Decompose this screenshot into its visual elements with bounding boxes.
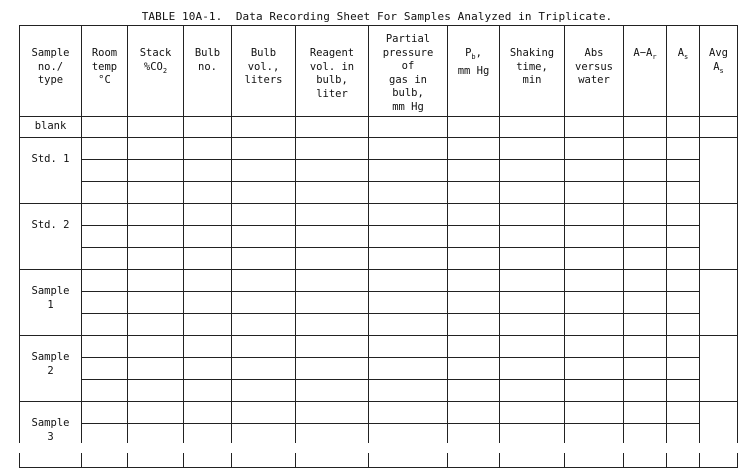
entry-cell[interactable] [700,117,738,138]
avg-entry-cell[interactable] [700,270,738,336]
entry-cell[interactable] [296,182,369,204]
header-text: Bulb [194,47,221,59]
entry-cell[interactable] [448,402,500,424]
entry-cell[interactable] [369,226,448,248]
entry-cell[interactable] [500,314,565,336]
entry-cell[interactable] [369,336,448,358]
entry-cell[interactable] [448,380,500,402]
header-text: Partial [385,33,431,45]
entry-cell[interactable] [624,336,667,358]
entry-cell[interactable] [500,117,565,138]
entry-cell[interactable] [448,314,500,336]
entry-cell[interactable] [500,292,565,314]
row-label: 1 [47,298,54,311]
entry-cell[interactable] [667,402,700,424]
entry-cell[interactable] [128,314,184,336]
entry-cell[interactable] [369,402,448,424]
header-text: Bulb [250,47,277,59]
entry-cell[interactable] [128,182,184,204]
row-type-sample-2 [20,336,82,402]
header-text: of [401,60,415,72]
header-abs-versus-water [565,26,624,117]
header-text: mm Hg [457,64,490,77]
header-text [448,47,499,65]
row-label: blank [34,120,67,132]
entry-cell[interactable] [448,270,500,292]
header-text: liter [316,87,348,100]
entry-cell[interactable] [128,292,184,314]
table-row [20,402,738,424]
entry-cell[interactable] [624,380,667,402]
header-text [667,47,699,65]
table-title: TABLE 10A-1. Data Recording Sheet For Samples Analyzed in Triplicate. [141,10,613,23]
entry-cell[interactable] [624,314,667,336]
entry-cell[interactable] [565,402,624,424]
entry-cell[interactable] [667,182,700,204]
entry-cell[interactable] [500,204,565,226]
row-label: Sample [31,417,70,429]
entry-cell[interactable] [624,160,667,182]
entry-cell[interactable] [232,402,296,424]
header-text: water [578,74,610,86]
header-text: P [465,47,472,59]
entry-cell[interactable] [184,314,232,336]
entry-cell[interactable] [296,248,369,270]
entry-cell[interactable] [128,270,184,292]
entry-cell[interactable] [448,182,500,204]
entry-cell[interactable] [565,117,624,138]
row-label: Std. 2 [31,219,70,231]
header-a-minus-ar [624,26,667,117]
entry-cell[interactable] [667,226,700,248]
entry-cell[interactable] [128,138,184,160]
entry-cell[interactable] [667,117,700,138]
entry-cell[interactable] [500,336,565,358]
header-text [700,61,737,79]
header-bulb-no [184,26,232,117]
table-row [20,270,738,292]
entry-cell[interactable] [232,314,296,336]
entry-cell[interactable] [184,117,232,138]
header-text: no./ [37,60,64,73]
entry-cell[interactable] [500,226,565,248]
table-row [20,292,738,314]
header-text: mm Hg [392,100,424,113]
entry-cell[interactable] [296,117,369,138]
header-text: %CO [143,60,163,73]
header-text: Shaking [509,47,555,59]
entry-cell[interactable] [184,336,232,358]
entry-cell[interactable] [82,248,128,270]
entry-cell[interactable] [184,292,232,314]
avg-entry-cell[interactable] [700,204,738,270]
entry-cell[interactable] [448,226,500,248]
entry-cell[interactable] [369,314,448,336]
header-text: liters [244,74,283,86]
entry-cell[interactable] [82,270,128,292]
entry-cell[interactable] [296,204,369,226]
entry-cell[interactable] [500,402,565,424]
entry-cell[interactable] [448,160,500,182]
entry-cell[interactable] [82,402,128,424]
entry-cell[interactable] [667,248,700,270]
header-text: °C [98,74,111,86]
entry-cell[interactable] [128,160,184,182]
entry-cell[interactable] [667,204,700,226]
entry-cell[interactable] [232,358,296,380]
entry-cell[interactable] [82,117,128,138]
row-type-sample-3 [20,402,82,468]
header-shaking-time [500,26,565,117]
header-text: bulb, [316,74,348,86]
avg-entry-cell[interactable] [700,138,738,204]
entry-cell[interactable] [128,117,184,138]
entry-cell[interactable] [184,204,232,226]
entry-cell[interactable] [232,380,296,402]
entry-cell[interactable] [624,182,667,204]
entry-cell[interactable] [128,402,184,424]
entry-cell[interactable] [448,138,500,160]
header-subscript: 2 [162,66,168,75]
header-text: temp [91,60,118,73]
header-avg-as [700,26,738,117]
entry-cell[interactable] [128,204,184,226]
entry-cell[interactable] [448,204,500,226]
table-row [20,138,738,160]
entry-cell[interactable] [296,336,369,358]
entry-cell[interactable] [232,226,296,248]
entry-cell[interactable] [565,380,624,402]
entry-cell[interactable] [296,138,369,160]
entry-cell[interactable] [624,204,667,226]
entry-cell[interactable] [296,292,369,314]
row-type-std-1 [20,138,82,204]
entry-cell[interactable] [667,336,700,358]
entry-cell[interactable] [565,138,624,160]
header-subscript: s [684,53,689,62]
entry-cell[interactable] [82,204,128,226]
entry-cell[interactable] [565,160,624,182]
entry-cell[interactable] [624,358,667,380]
header-bulb-vol [232,26,296,117]
entry-cell[interactable] [184,358,232,380]
entry-cell[interactable] [667,138,700,160]
entry-cell[interactable] [565,314,624,336]
header-text: gas in [389,73,427,86]
header-text: Avg [709,47,728,59]
entry-cell[interactable] [82,226,128,248]
row-label: Sample [31,351,70,363]
entry-cell[interactable] [565,336,624,358]
header-subscript: r [652,53,657,62]
table-row [20,160,738,182]
header-subscript: b [471,53,476,62]
entry-cell[interactable] [448,292,500,314]
entry-cell[interactable] [565,226,624,248]
header-text: min [522,74,542,86]
entry-cell[interactable] [624,117,667,138]
entry-cell[interactable] [184,226,232,248]
entry-cell[interactable] [500,270,565,292]
entry-cell[interactable] [82,182,128,204]
row-label: Sample [31,285,70,297]
header-text: time, [516,60,548,73]
entry-cell[interactable] [82,292,128,314]
entry-cell[interactable] [232,270,296,292]
entry-cell[interactable] [624,292,667,314]
entry-cell[interactable] [369,182,448,204]
entry-cell[interactable] [296,358,369,380]
header-stack-co2 [128,26,184,117]
row-label: 2 [47,364,54,377]
avg-entry-cell[interactable] [700,402,738,468]
header-text: A−A [633,47,653,59]
entry-cell[interactable] [448,248,500,270]
entry-cell[interactable] [128,248,184,270]
entry-cell[interactable] [369,117,448,138]
entry-cell[interactable] [624,226,667,248]
entry-cell[interactable] [369,292,448,314]
entry-cell[interactable] [565,204,624,226]
header-text: type [37,74,64,86]
entry-cell[interactable] [565,358,624,380]
entry-cell[interactable] [232,292,296,314]
entry-cell[interactable] [82,314,128,336]
entry-cell[interactable] [184,402,232,424]
entry-cell[interactable] [369,160,448,182]
entry-cell[interactable] [667,160,700,182]
header-text [624,47,666,65]
entry-cell[interactable] [232,182,296,204]
table-row [20,380,738,402]
header-text: A [713,60,720,73]
entry-cell[interactable] [500,138,565,160]
entry-cell[interactable] [369,248,448,270]
entry-cell[interactable] [128,358,184,380]
entry-cell[interactable] [296,160,369,182]
entry-cell[interactable] [667,292,700,314]
entry-cell[interactable] [565,292,624,314]
header-text [128,61,183,79]
header-subscript: s [719,66,724,75]
entry-cell[interactable] [500,160,565,182]
data-recording-table [19,25,738,468]
header-text: pressure [382,46,434,59]
entry-cell[interactable] [448,117,500,138]
entry-cell[interactable] [82,336,128,358]
row-type-blank [20,117,82,138]
row-type-std-2 [20,204,82,270]
row-label: 3 [47,430,54,443]
entry-cell[interactable] [500,248,565,270]
entry-cell[interactable] [369,380,448,402]
table-row [20,182,738,204]
header-text: vol., [247,60,280,73]
avg-entry-cell[interactable] [700,336,738,402]
entry-cell[interactable] [369,270,448,292]
entry-cell[interactable] [565,182,624,204]
entry-cell[interactable] [667,270,700,292]
header-text: Reagent [309,47,355,59]
entry-cell[interactable] [667,314,700,336]
entry-cell[interactable] [296,270,369,292]
table-row-blank [20,117,738,138]
entry-cell[interactable] [184,138,232,160]
entry-cell[interactable] [369,358,448,380]
header-room-temp [82,26,128,117]
entry-cell[interactable] [82,358,128,380]
entry-cell[interactable] [500,182,565,204]
header-text: Stack [139,47,172,59]
table-row [20,314,738,336]
entry-cell[interactable] [82,138,128,160]
header-text: vol. in [309,60,355,73]
header-partial-pressure [369,26,448,117]
entry-cell[interactable] [232,248,296,270]
entry-cell[interactable] [369,204,448,226]
entry-cell[interactable] [296,226,369,248]
entry-cell[interactable] [232,138,296,160]
entry-cell[interactable] [565,248,624,270]
entry-cell[interactable] [667,358,700,380]
entry-cell[interactable] [448,358,500,380]
entry-cell[interactable] [128,380,184,402]
entry-cell[interactable] [296,380,369,402]
entry-cell[interactable] [184,248,232,270]
entry-cell[interactable] [296,314,369,336]
entry-cell[interactable] [624,248,667,270]
entry-cell[interactable] [448,336,500,358]
row-label: Std. 1 [31,153,70,165]
entry-cell[interactable] [128,336,184,358]
header-reagent-vol [296,26,369,117]
header-text: versus [575,60,613,73]
entry-cell[interactable] [184,160,232,182]
entry-cell[interactable] [500,358,565,380]
table-row [20,226,738,248]
entry-cell[interactable] [232,336,296,358]
header-text: Room [91,47,118,59]
entry-cell[interactable] [232,117,296,138]
entry-cell[interactable] [296,402,369,424]
entry-cell[interactable] [82,380,128,402]
header-text: , [475,47,482,59]
entry-cell[interactable] [667,380,700,402]
header-sample-type [20,26,82,117]
header-as [667,26,700,117]
header-text: A [677,47,685,59]
entry-cell[interactable] [500,380,565,402]
page-bottom-edge [0,443,754,453]
entry-cell[interactable] [624,402,667,424]
entry-cell[interactable] [184,270,232,292]
entry-cell[interactable] [565,270,624,292]
row-type-sample-1 [20,270,82,336]
entry-cell[interactable] [369,138,448,160]
table-row [20,204,738,226]
table-row [20,336,738,358]
header-text: bulb, [392,87,424,99]
entry-cell[interactable] [128,226,184,248]
header-text: Sample [31,47,70,59]
entry-cell[interactable] [624,270,667,292]
entry-cell[interactable] [624,138,667,160]
entry-cell[interactable] [232,204,296,226]
header-text: Abs [584,47,604,59]
entry-cell[interactable] [184,182,232,204]
header-text: no. [198,60,217,73]
header-pb [448,26,500,117]
entry-cell[interactable] [82,160,128,182]
table-row [20,358,738,380]
entry-cell[interactable] [184,380,232,402]
entry-cell[interactable] [232,160,296,182]
header-row [20,26,738,117]
table-row [20,248,738,270]
